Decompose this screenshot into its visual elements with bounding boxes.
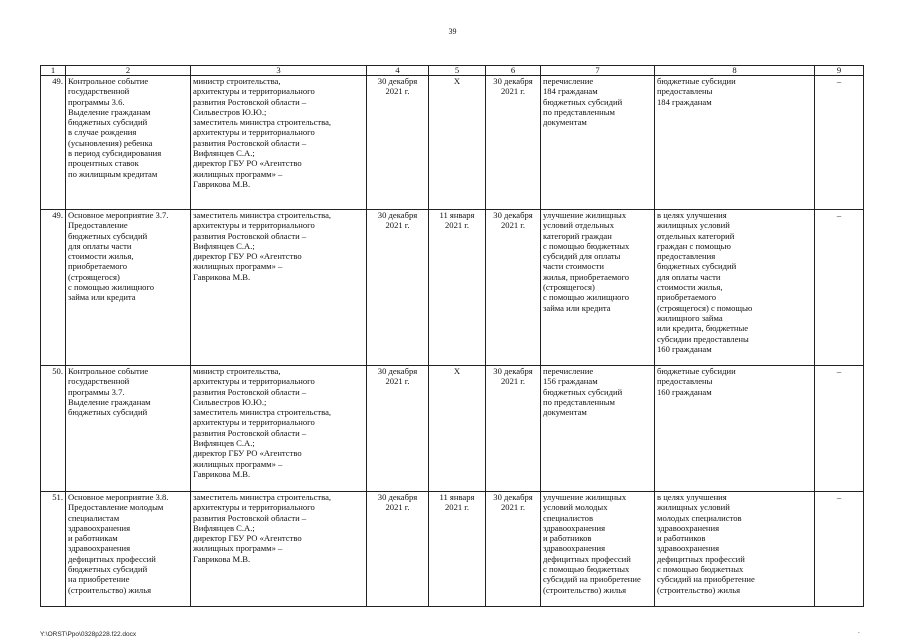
planned-result-cell: перечисление 184 гражданам бюджетных субсидий по представленным документам bbox=[541, 76, 655, 210]
planned-date-cell: 30 декабря 2021 г. bbox=[367, 210, 429, 366]
responsible-cell: министр строительства, архитектуры и территориального развития Ростовской области – Сильвестров Ю.Ю.; заместитель министра строительства, архитектуры и территориального развития Ростовской области – Вифлянцев С.А.; директор ГБУ РО «Агентство жилищных программ» – Гаврикова М.В. bbox=[191, 76, 367, 210]
table-header-row bbox=[41, 66, 864, 76]
row-number: 51. bbox=[41, 492, 66, 607]
responsible-cell: заместитель министра строительства, архитектуры и территориального развития Ростовской области – Вифлянцев С.А.; директор ГБУ РО «Агентство жилищных программ» – Гаврикова М.В. bbox=[191, 492, 367, 607]
table-row bbox=[41, 492, 864, 607]
event-name-cell: Контрольное событие государственной программы 3.7. Выделение гражданам бюджетных субсидий bbox=[66, 366, 191, 492]
header-col-7: 7 bbox=[541, 66, 655, 76]
event-name-cell: Основное мероприятие 3.8. Предоставление молодым специалистам здравоохранения и работникам здравоохранения дефицитных профессий бюджетных субсидий на приобретение (строительство) жилья bbox=[66, 492, 191, 607]
planned-result-cell: улучшение жилищных условий отдельных категорий граждан с помощью бюджетных субсидий для оплаты части стоимости жилья, приобретаемого (строящегося) с помощью жилищного займа или кредита bbox=[541, 210, 655, 366]
row-number: 49. bbox=[41, 76, 66, 210]
header-col-2: 2 bbox=[66, 66, 191, 76]
actual-result-cell: в целях улучшения жилищных условий молодых специалистов здравоохранения и работников здравоохранения дефицитных профессий с помощью бюджетных субсидий на приобретение (строительство) жилья bbox=[655, 492, 815, 607]
notes-cell: – bbox=[815, 366, 864, 492]
responsible-cell: заместитель министра строительства, архитектуры и территориального развития Ростовской области – Вифлянцев С.А.; директор ГБУ РО «Агентство жилищных программ» – Гаврикова М.В. bbox=[191, 210, 367, 366]
header-col-6: 6 bbox=[486, 66, 541, 76]
row-number: 49. bbox=[41, 210, 66, 366]
header-col-3: 3 bbox=[191, 66, 367, 76]
table-row bbox=[41, 210, 864, 366]
header-col-8: 8 bbox=[655, 66, 815, 76]
end-date-cell: 30 декабря 2021 г. bbox=[486, 366, 541, 492]
end-date-cell: 30 декабря 2021 г. bbox=[486, 76, 541, 210]
page-corner-mark: . bbox=[858, 627, 860, 635]
start-date-cell: 11 января 2021 г. bbox=[429, 210, 486, 366]
notes-cell: – bbox=[815, 492, 864, 607]
notes-cell: – bbox=[815, 210, 864, 366]
planned-result-cell: перечисление 156 гражданам бюджетных субсидий по представленным документам bbox=[541, 366, 655, 492]
table-row bbox=[41, 366, 864, 492]
start-date-cell: 11 января 2021 г. bbox=[429, 492, 486, 607]
end-date-cell: 30 декабря 2021 г. bbox=[486, 492, 541, 607]
row-number: 50. bbox=[41, 366, 66, 492]
start-date-cell: X bbox=[429, 366, 486, 492]
file-path-footer: Y:\ORST\Ppo\0328p228.f22.docx bbox=[40, 631, 137, 638]
event-name-cell: Контрольное событие государственной программы 3.6. Выделение гражданам бюджетных субсидий в случае рождения (усыновления) ребенка в период субсидирования процентных ставок по жилищным кредитам bbox=[66, 76, 191, 210]
planned-date-cell: 30 декабря 2021 г. bbox=[367, 492, 429, 607]
header-col-5: 5 bbox=[429, 66, 486, 76]
header-col-4: 4 bbox=[367, 66, 429, 76]
planned-date-cell: 30 декабря 2021 г. bbox=[367, 366, 429, 492]
start-date-cell: X bbox=[429, 76, 486, 210]
event-name-cell: Основное мероприятие 3.7. Предоставление бюджетных субсидий для оплаты части стоимости жилья, приобретаемого (строящегося) с помощью жилищного займа или кредита bbox=[66, 210, 191, 366]
actual-result-cell: в целях улучшения жилищных условий отдельных категорий граждан с помощью предоставления бюджетных субсидий для оплаты части стоимости жилья, приобретаемого (строящегося) с помощью жилищного займа или кредита, бюджетные субсидии предоставлены 160 гражданам bbox=[655, 210, 815, 366]
planned-result-cell: улучшение жилищных условий молодых специалистов здравоохранения и работников здравоохранения дефицитных профессий с помощью бюджетных субсидий на приобретение (строительство) жилья bbox=[541, 492, 655, 607]
page-number: 39 bbox=[448, 27, 457, 36]
table-row bbox=[41, 76, 864, 210]
actual-result-cell: бюджетные субсидии предоставлены 184 гражданам bbox=[655, 76, 815, 210]
end-date-cell: 30 декабря 2021 г. bbox=[486, 210, 541, 366]
header-col-1: 1 bbox=[41, 66, 66, 76]
header-col-9: 9 bbox=[815, 66, 864, 76]
document-table bbox=[40, 65, 864, 607]
actual-result-cell: бюджетные субсидии предоставлены 160 гражданам bbox=[655, 366, 815, 492]
planned-date-cell: 30 декабря 2021 г. bbox=[367, 76, 429, 210]
notes-cell: – bbox=[815, 76, 864, 210]
responsible-cell: министр строительства, архитектуры и территориального развития Ростовской области – Сильвестров Ю.Ю.; заместитель министра строительства, архитектуры и территориального развития Ростовской области – Вифлянцев С.А.; директор ГБУ РО «Агентство жилищных программ» – Гаврикова М.В. bbox=[191, 366, 367, 492]
